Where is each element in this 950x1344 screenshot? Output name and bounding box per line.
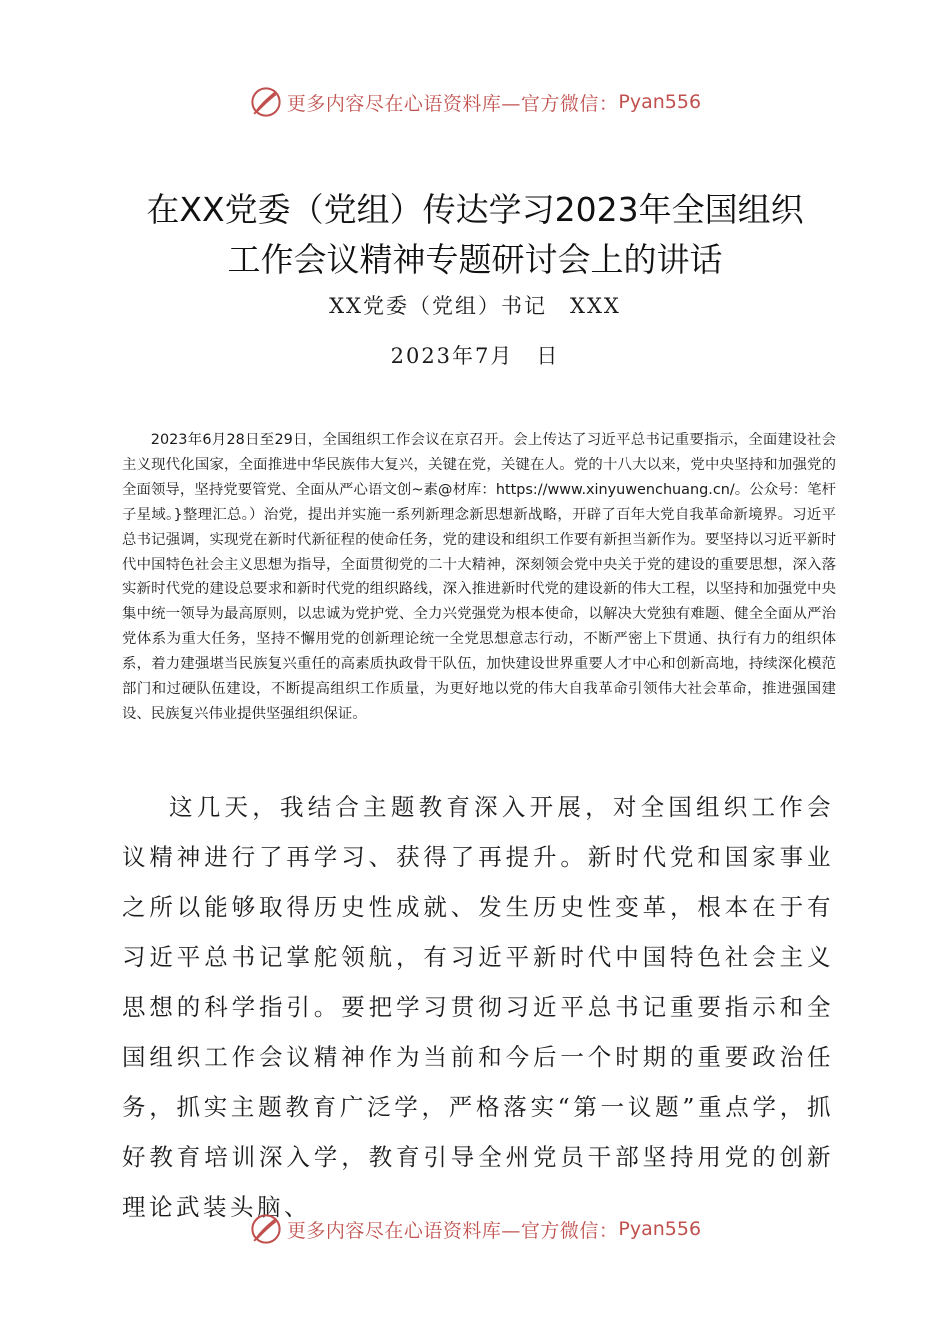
document-author: XX党委（党组）书记 XXX (329, 294, 621, 318)
banner-wechat-id: Pyan556 (618, 91, 702, 113)
pen-nib-logo-icon (249, 85, 283, 119)
banner-text: 更多内容尽在心语资料库—官方微信： (286, 1219, 619, 1242)
pen-nib-logo-icon (249, 1212, 283, 1246)
body-paragraph: 这几天，我结合主题教育深入开展，对全国组织工作会议精神进行了再学习、获得了再提升。新时代党和国家事业之所以能够取得历史性成就、发生历史性变革，根本在于有习近平总书记掌舵领航，有习近平新时代中国特色社会主义思想的科学指引。要把学习贯彻习近平总书记重要指示和全国组织工作会议精神作为当前和今后一个时期的重要政治任务，抓实主题教育广泛学，严格落实“第一议题”重点学，抓好教育培训深入学，教育引导全州党员干部坚持用党的创新理论武装头脑、 (122, 793, 834, 1221)
document-title (60, 185, 890, 285)
title-line-1: 在XX党委（党组）传达学习2023年全国组织 (146, 190, 804, 229)
footer-banner (0, 1209, 950, 1249)
title-line-2: 工作会议精神专题研讨会上的讲话 (227, 240, 723, 279)
intro-paragraph: 2023年6月28日至29日，全国组织工作会议在京召开。会上传达了习近平总书记重要指示，全面建设社会主义现代化国家，全面推进中华民族伟大复兴，关键在党，关键在人。党的十八大以来，党中央坚持和加强党的全面领导，坚持党要管党、全面从严心语文创~素@材库：https://www.xinyuwenchuang.cn/。公众号：笔杆子星域。}整理汇总。）治党，提出并实施一系列新理念新思想新战略，开辟了百年大党自我革命新境界。习近平总书记强调，实现党在新时代新征程的使命任务，党的建设和组织工作要有新担当新作为。要坚持以习近平新时代中国特色社会主义思想为指导，全面贯彻党的二十大精神，深刻领会党中央关于党的建设的重要思想，深入落实新时代党的建设总要求和新时代党的组织路线，深入推进新时代党的建设新的伟大工程，以坚持和加强党中央集中统一领导为最高原则，以忠诚为党护党、全力兴党强党为根本使命，以解决大党独有难题、健全全面从严治党体系为重大任务，坚持不懈用党的创新理论统一全党思想意志行动，不断严密上下贯通、执行有力的组织体系，着力建强堪当民族复兴重任的高素质执政骨干队伍，加快建设世界重要人才中心和创新高地，持续深化模范部门和过硬队伍建设，不断提高组织工作质量，为更好地以党的伟大自我革命引领伟大社会革命，推进强国建设、民族复兴伟业提供坚强组织保证。 (122, 432, 836, 722)
header-banner (0, 82, 950, 122)
banner-text: 更多内容尽在心语资料库—官方微信： (286, 92, 619, 115)
document-date: 2023年7月 日 (390, 344, 560, 368)
banner-wechat-id: Pyan556 (618, 1218, 702, 1240)
